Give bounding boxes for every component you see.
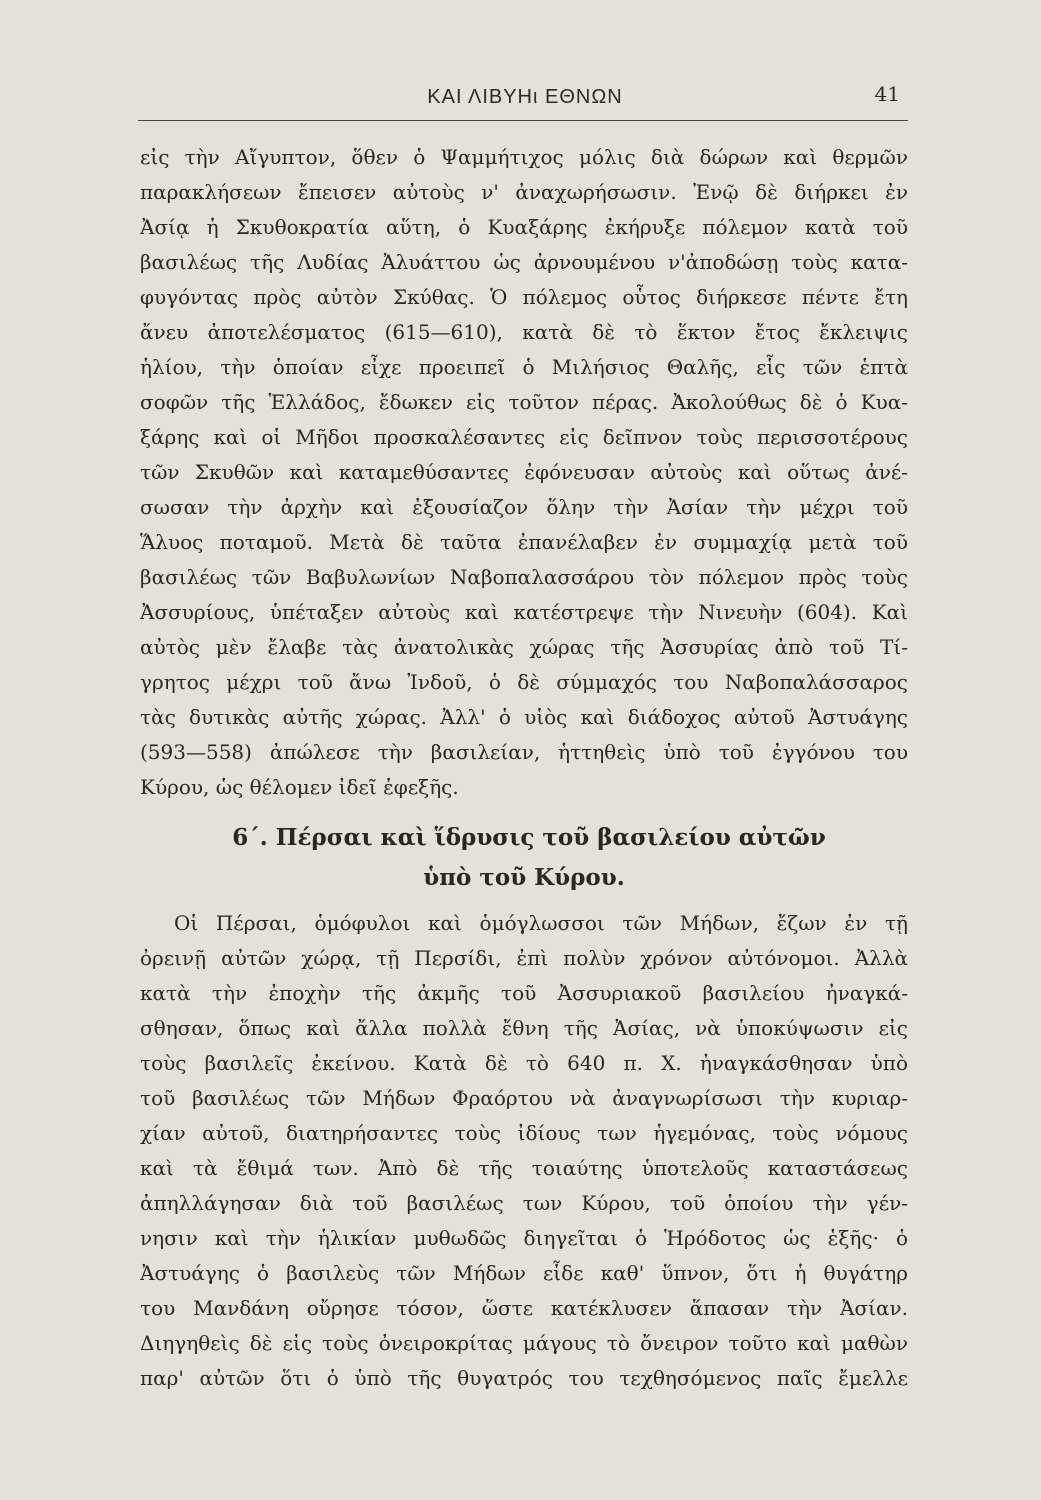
- running-head: ΚΑΙ ΛΙΒΥΗι ΕΘΝΩΝ: [427, 86, 623, 108]
- text-line: σθησαν, ὅπως καὶ ἄλλα πολλὰ ἔθνη τῆς Ἀσίας, νὰ ὑποκύψωσιν εἰς: [140, 1016, 908, 1040]
- text-line: Ἀστυάγης ὁ βασιλεὺς τῶν Μήδων εἶδε καθ' ὕπνον, ὅτι ἡ θυγάτηρ: [140, 1261, 908, 1285]
- section-heading-line-2: ὑπὸ τοῦ Κύρου.: [423, 864, 625, 891]
- text-line: γρητος μέχρι τοῦ ἄνω Ἰνδοῦ, ὁ δὲ σύμμαχός του Ναβοπαλάσσαρος: [140, 670, 908, 694]
- text-line: σοφῶν τῆς Ἑλλάδος, ἔδωκεν εἰς τοῦτον πέρας. Ἀκολούθως δὲ ὁ Κυα-: [140, 390, 908, 414]
- text-line: Ἀσσυρίους, ὑπέταξεν αὐτοὺς καὶ κατέστρεψε τὴν Νινευὴν (604). Καὶ: [140, 600, 908, 624]
- text-line: καὶ τὰ ἔθιμά των. Ἀπὸ δὲ τῆς τοιαύτης ὑποτελοῦς καταστάσεως: [140, 1156, 908, 1180]
- text-line: χίαν αὐτοῦ, διατηρήσαντες τοὺς ἰδίους των ἡγεμόνας, τοὺς νόμους: [140, 1121, 908, 1145]
- text-line: (593—558) ἀπώλεσε τὴν βασιλείαν, ἡττηθεὶς ὑπὸ τοῦ ἐγγόνου του: [140, 740, 908, 764]
- paragraph-2: [140, 906, 908, 1396]
- text-line: βασιλέως τῶν Βαβυλωνίων Ναβοπαλασσάρου τὸν πόλεμον πρὸς τοὺς: [140, 565, 908, 589]
- text-line: κατὰ τὴν ἐποχὴν τῆς ἀκμῆς τοῦ Ἀσσυριακοῦ βασιλείου ἠναγκά-: [140, 981, 908, 1005]
- text-line: παρ' αὐτῶν ὅτι ὁ ὑπὸ τῆς θυγατρός του τεχθησόμενος παῖς ἔμελλε: [140, 1366, 908, 1390]
- text-line: τοὺς βασιλεῖς ἐκείνου. Κατὰ δὲ τὸ 640 π. Χ. ἠναγκάσθησαν ὑπὸ: [140, 1051, 908, 1075]
- section-heading: [140, 818, 908, 898]
- text-line: φυγόντας πρὸς αὐτὸν Σκύθας. Ὁ πόλεμος οὗτος διήρκεσε πέντε ἔτη: [140, 285, 908, 309]
- header-rule: [138, 120, 908, 121]
- page-number: 41: [874, 82, 900, 106]
- paragraph-1: [140, 140, 908, 805]
- text-line: ἀπηλλάγησαν διὰ τοῦ βασιλέως των Κύρου, τοῦ ὁποίου τὴν γέν-: [140, 1191, 908, 1215]
- section-heading-line-1: 6΄. Πέρσαι καὶ ἵδρυσις τοῦ βασιλείου αὐτῶν: [232, 824, 826, 851]
- text-line: Οἱ Πέρσαι, ὁμόφυλοι καὶ ὁμόγλωσσοι τῶν Μήδων, ἔζων ἐν τῇ: [174, 911, 908, 935]
- text-line: ὀρεινῇ αὐτῶν χώρᾳ, τῇ Περσίδι, ἐπὶ πολὺν χρόνον αὐτόνομοι. Ἀλλὰ: [140, 946, 908, 970]
- text-line: βασιλέως τῆς Λυδίας Ἀλυάττου ὡς ἀρνουμένου ν'ἀποδώσῃ τοὺς κατα-: [140, 250, 908, 274]
- text-line: τοῦ βασιλέως τῶν Μήδων Φραόρτου νὰ ἀναγνωρίσωσι τὴν κυριαρ-: [140, 1086, 908, 1110]
- text-line: τῶν Σκυθῶν καὶ καταμεθύσαντες ἐφόνευσαν αὐτοὺς καὶ οὕτως ἀνέ-: [140, 460, 908, 484]
- text-line: Ἅλυος ποταμοῦ. Μετὰ δὲ ταῦτα ἐπανέλαβεν ἐν συμμαχίᾳ μετὰ τοῦ: [140, 530, 908, 554]
- text-line: ἄνευ ἀποτελέσματος (615—610), κατὰ δὲ τὸ ἕκτον ἔτος ἔκλειψις: [140, 320, 908, 344]
- text-line: νησιν καὶ τὴν ἡλικίαν μυθωδῶς διηγεῖται ὁ Ἡρόδοτος ὡς ἑξῆς· ὁ: [140, 1226, 908, 1250]
- text-line: του Μανδάνη οὔρησε τόσον, ὥστε κατέκλυσεν ἅπασαν τὴν Ἀσίαν.: [140, 1296, 908, 1320]
- text-line: ἡλίου, τὴν ὁποίαν εἶχε προειπεῖ ὁ Μιλήσιος Θαλῆς, εἷς τῶν ἑπτὰ: [140, 355, 908, 379]
- text-line: Κύρου, ὡς θέλομεν ἰδεῖ ἐφεξῆς.: [140, 775, 459, 799]
- text-line: Διηγηθεὶς δὲ εἰς τοὺς ὀνειροκρίτας μάγους τὸ ὄνειρον τοῦτο καὶ μαθὼν: [140, 1331, 908, 1355]
- text-line: Ἀσίᾳ ἡ Σκυθοκρατία αὕτη, ὁ Κυαξάρης ἐκήρυξε πόλεμον κατὰ τοῦ: [140, 215, 908, 239]
- page-header: [140, 82, 910, 116]
- text-line: τὰς δυτικὰς αὐτῆς χώρας. Ἀλλ' ὁ υἱὸς καὶ διάδοχος αὐτοῦ Ἀστυάγης: [140, 705, 908, 729]
- text-line: παρακλήσεων ἔπεισεν αὐτοὺς ν' ἀναχωρήσωσιν. Ἐνῷ δὲ διήρκει ἐν: [140, 180, 908, 204]
- text-line: αὐτὸς μὲν ἔλαβε τὰς ἀνατολικὰς χώρας τῆς Ἀσσυρίας ἀπὸ τοῦ Τί-: [140, 635, 908, 659]
- text-line: εἰς τὴν Αἴγυπτον, ὅθεν ὁ Ψαμμήτιχος μόλις διὰ δώρων καὶ θερμῶν: [140, 145, 908, 169]
- text-line: ξάρης καὶ οἱ Μῆδοι προσκαλέσαντες εἰς δεῖπνον τοὺς περισσοτέρους: [140, 425, 908, 449]
- text-line: σωσαν τὴν ἀρχὴν καὶ ἐξουσίαζον ὅλην τὴν Ἀσίαν τὴν μέχρι τοῦ: [140, 495, 908, 519]
